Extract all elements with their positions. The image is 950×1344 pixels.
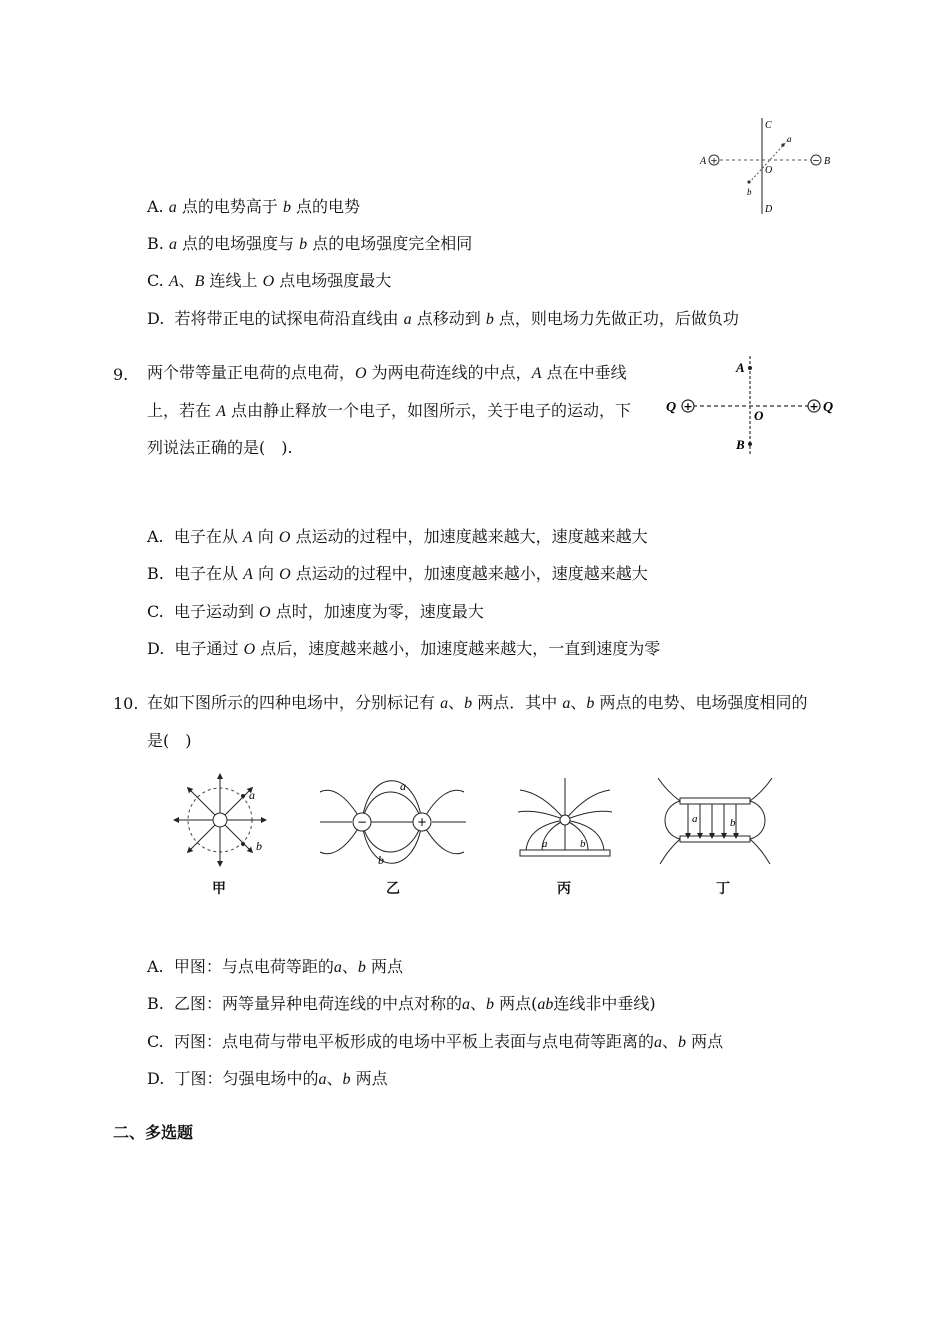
q8-label-a: a (787, 134, 792, 144)
fig-ding-label-b: b (730, 817, 736, 829)
q10-stem-line2: 是( ) (147, 731, 192, 750)
q10-option-c: C. 丙图：点电荷与带电平板形成的电场中平板上表面与点电荷等距离的a、b 两点 (147, 1032, 724, 1051)
caption-bing: 丙 (557, 881, 571, 897)
q8-label-C: C (765, 120, 772, 131)
svg-text:−: − (812, 156, 820, 167)
fig-yi-label-a: a (400, 779, 406, 793)
q10-stem-line1: 在如下图所示的四种电场中，分别标记有 a、b 两点．其中 a、b 两点的电势、电场强度相同的 (147, 693, 808, 712)
fig-jia-label-b: b (256, 839, 262, 853)
fig-jia (176, 776, 264, 864)
q9-stem-line2: 上，若在 A 点由静止释放一个电子，如图所示，关于电子的运动，下 (147, 401, 631, 420)
caption-jia: 甲 (212, 881, 226, 897)
svg-text:+: + (683, 400, 693, 413)
q9-number: 9. (113, 365, 129, 384)
q10-option-d: D. 丁图：匀强电场中的a、b 两点 (147, 1069, 388, 1088)
fig-yi (320, 781, 466, 864)
q9-stem-line1: 两个带等量正电荷的点电荷，O 为两电荷连线的中点，A 点在中垂线 (147, 363, 627, 382)
q8-label-D: D (765, 204, 773, 215)
q9-option-d: D. 电子通过 O 点后，速度越来越小，加速度越来越大，一直到速度为零 (147, 639, 661, 658)
q9-option-b: B. 电子在从 A 向 O 点运动的过程中，加速度越来越小，速度越来越大 (147, 564, 648, 583)
q9-stem-line3: 列说法正确的是( ). (147, 438, 293, 457)
fig-jia-label-a: a (249, 788, 255, 802)
q8-label-b: b (747, 187, 752, 197)
q10-option-a: A. 甲图：与点电荷等距的a、b 两点 (147, 957, 403, 976)
q9-label-Q-right: Q (823, 400, 834, 415)
svg-text:+: + (416, 815, 428, 829)
q10-figures (170, 772, 790, 902)
q8-figure (696, 116, 836, 216)
q9-label-A: A (736, 360, 745, 375)
fig-bing-label-b: b (580, 838, 586, 850)
fig-yi-label-b: b (378, 853, 384, 867)
q8-option-d: D. 若将带正电的试探电荷沿直线由 a 点移动到 b 点，则电场力先做正功，后做负功 (147, 309, 739, 328)
q10-option-b: B. 乙图：两等量异种电荷连线的中点对称的a、b 两点(ab连线非中垂线) (147, 994, 656, 1013)
q8-label-A: A (700, 156, 707, 167)
caption-yi: 乙 (386, 881, 400, 897)
caption-ding: 丁 (716, 881, 730, 897)
q9-figure (664, 352, 844, 462)
svg-text:+: + (710, 156, 718, 167)
section-title: 二、多选题 (113, 1123, 194, 1142)
svg-text:+: + (809, 400, 819, 413)
q9-option-c: C. 电子运动到 O 点时，加速度为零，速度最大 (147, 602, 484, 621)
q9-option-a: A. 电子在从 A 向 O 点运动的过程中，加速度越来越大，速度越来越大 (147, 527, 648, 546)
svg-text:−: − (356, 815, 368, 829)
q8-option-a: A. a 点的电势高于 b 点的电势 (147, 197, 361, 216)
q8-option-b: B. a 点的电场强度与 b 点的电场强度完全相同 (147, 234, 473, 253)
q8-label-O: O (765, 165, 773, 176)
q9-label-Q-left: Q (666, 400, 677, 415)
q8-option-c: C. A、B 连线上 O 点电场强度最大 (147, 271, 392, 290)
q8-label-B: B (824, 156, 831, 167)
fig-ding (658, 778, 772, 864)
q9-label-B: B (736, 437, 745, 452)
fig-bing-label-a: a (542, 838, 548, 850)
q10-number: 10. (113, 694, 139, 713)
fig-bing (518, 778, 612, 856)
fig-ding-label-a: a (692, 813, 698, 825)
q9-label-O: O (754, 408, 764, 423)
